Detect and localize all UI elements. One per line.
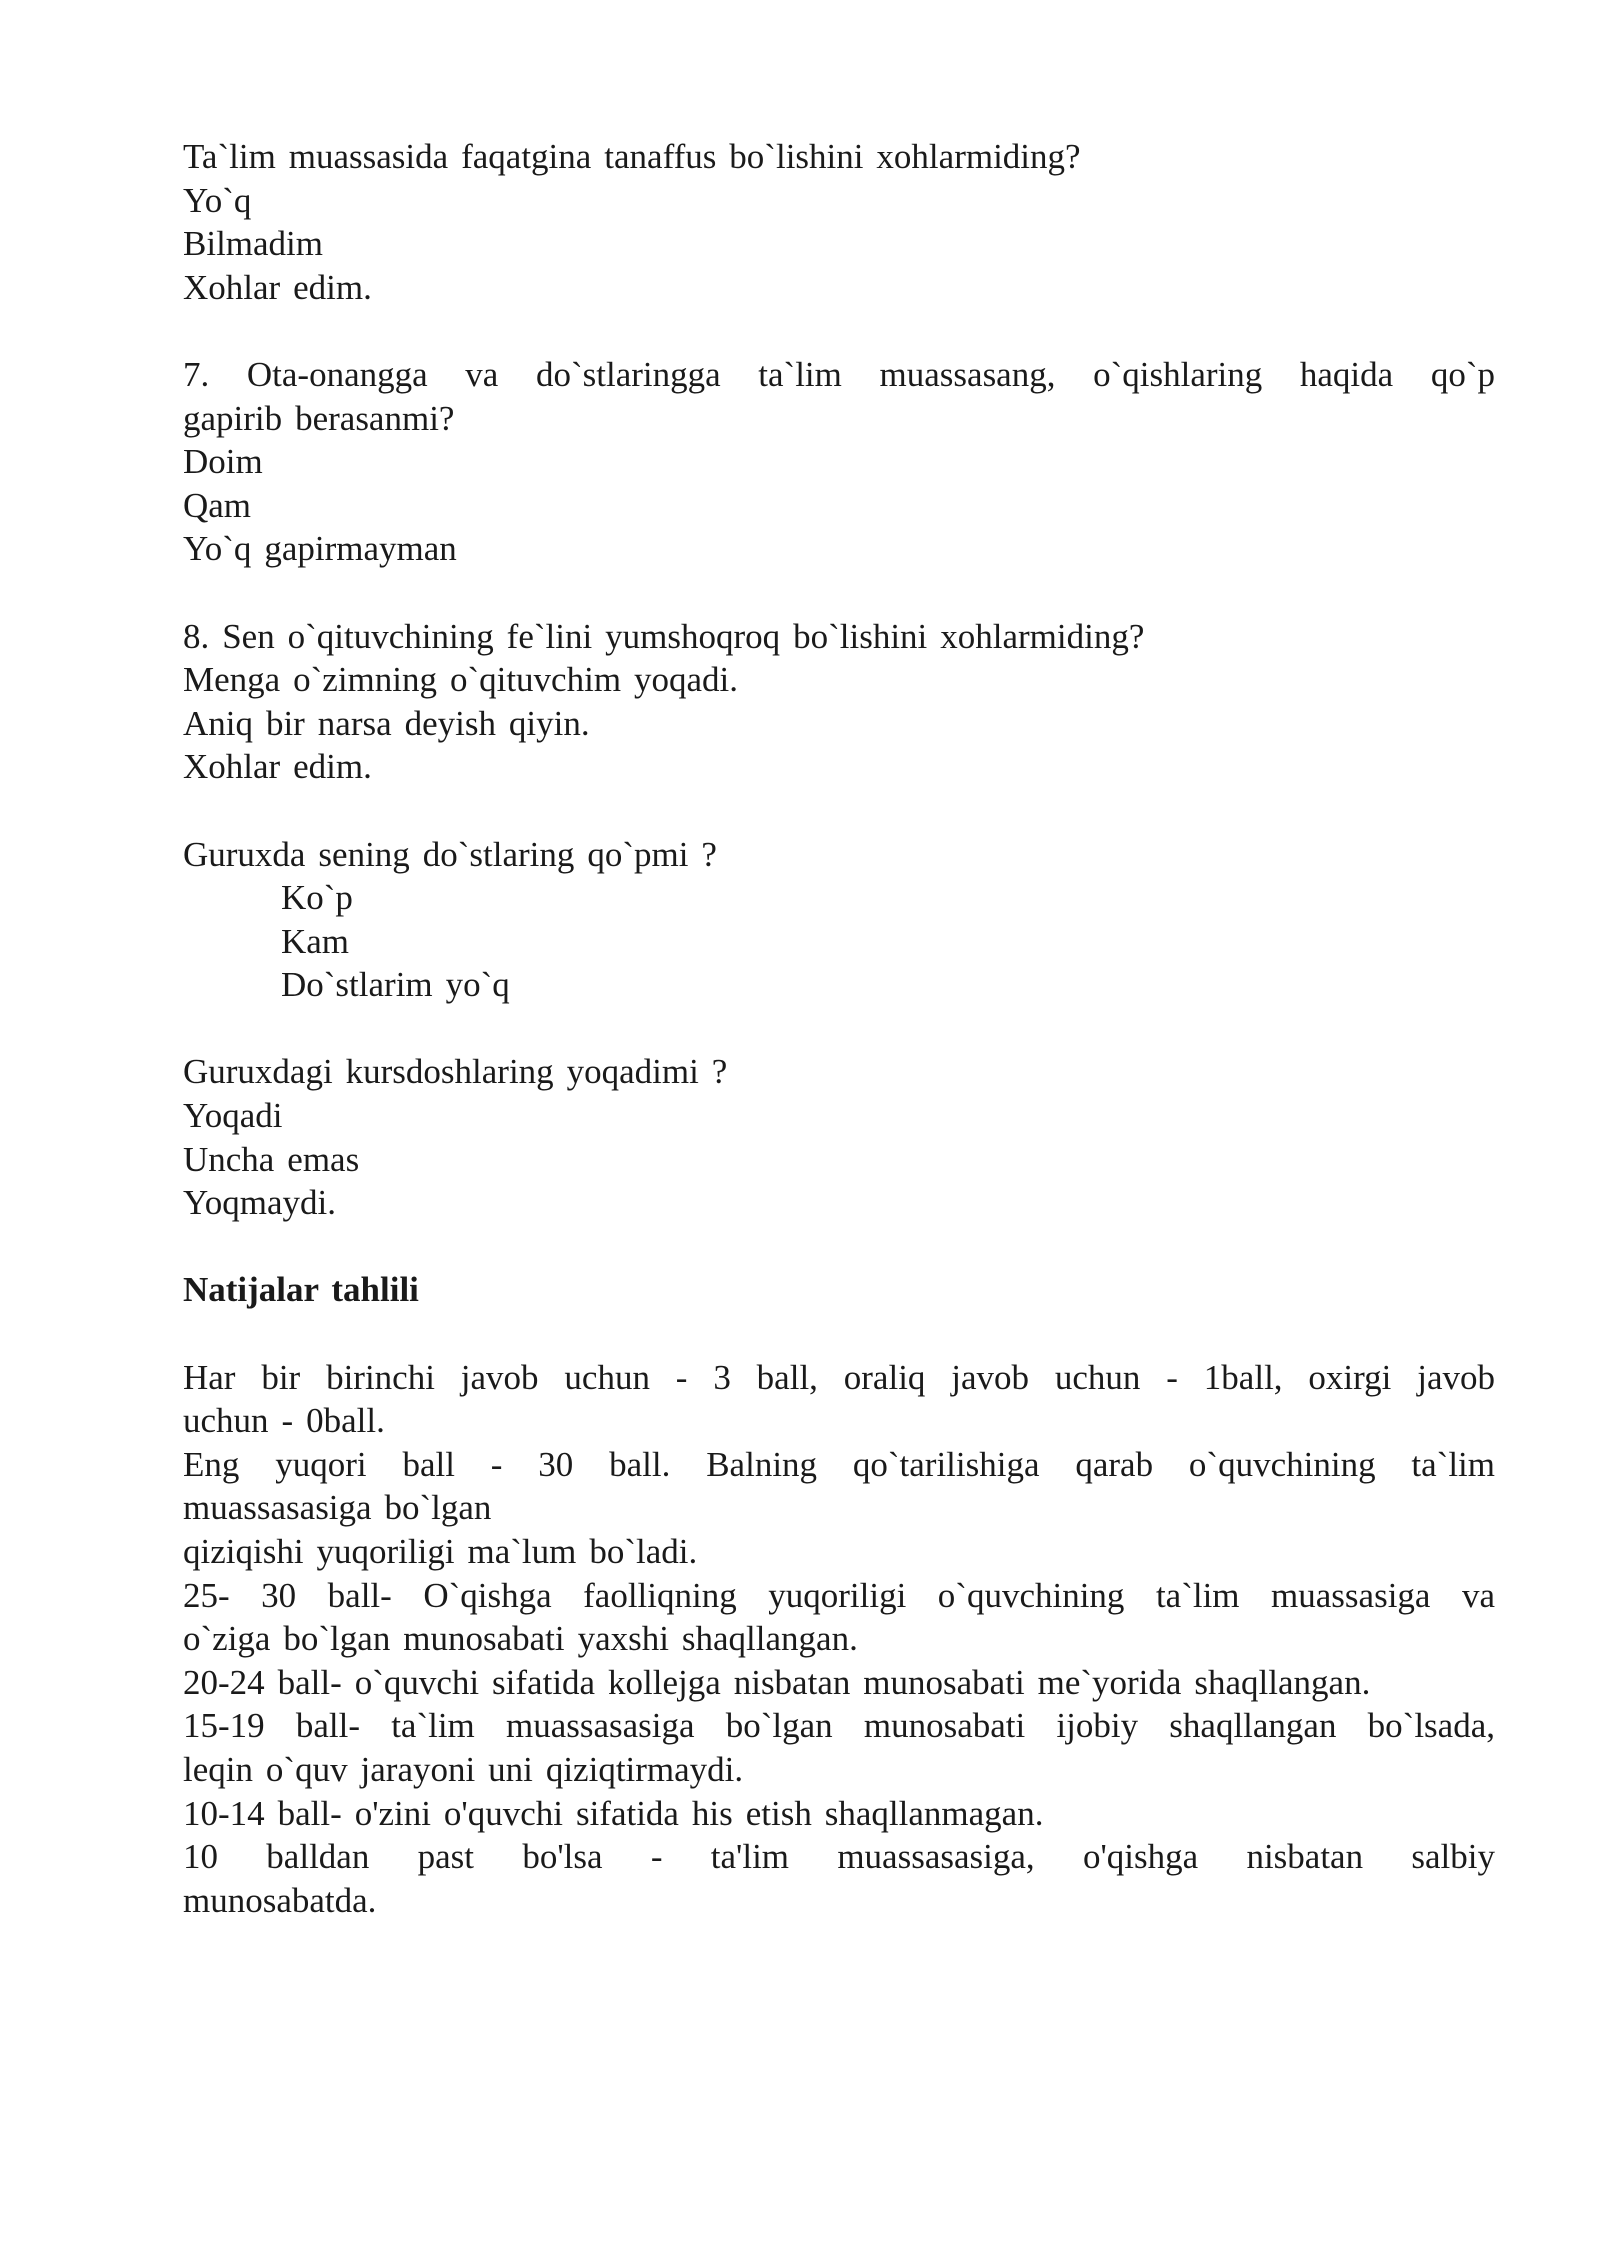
results-line-4: muassasasiga bo`lgan [183, 1488, 492, 1528]
results-line-1: Har bir birinchi javob uchun - 3 ball, oraliq javob uchun - 1ball, oxirgi javob [183, 1357, 1495, 1397]
spacer [183, 1007, 1495, 1051]
results-heading: Natijalar tahlili [183, 1270, 419, 1310]
document-page [183, 135, 1495, 1922]
question-6-option-3: Xohlar edim. [183, 267, 372, 307]
question-10-option-1: Yoqadi [183, 1096, 283, 1136]
results-line-11: 10-14 ball- o'zini o'quvchi sifatida his etish shaqllanmagan. [183, 1793, 1044, 1833]
results-line-9: 15-19 ball- ta`lim muassasasiga bo`lgan munosabati ijobiy shaqllangan bo`lsada, [183, 1706, 1495, 1746]
question-8-option-1: Menga o`zimning o`qituvchim yoqadi. [183, 660, 738, 700]
question-7-option-3: Yo`q gapirmayman [183, 529, 457, 569]
results-line-10: leqin o`quv jarayoni uni qiziqtirmaydi. [183, 1749, 744, 1789]
question-6-option-1: Yo`q [183, 180, 252, 220]
results-line-3: Eng yuqori ball - 30 ball. Balning qo`tarilishiga qarab o`quvchining ta`lim [183, 1444, 1495, 1484]
results-line-6: 25- 30 ball- O`qishga faolliqning yuqoriligi o`quvchining ta`lim muassasiga va [183, 1575, 1495, 1615]
spacer [183, 789, 1495, 833]
spacer [183, 571, 1495, 615]
spacer [183, 309, 1495, 353]
question-6-option-2: Bilmadim [183, 224, 323, 264]
question-10-option-3: Yoqmaydi. [183, 1183, 337, 1223]
spacer [183, 1225, 1495, 1269]
question-9-option-1: Ko`p [281, 878, 353, 918]
question-8-option-2: Aniq bir narsa deyish qiyin. [183, 703, 590, 743]
question-10-text: Guruxdagi kursdoshlaring yoqadimi ? [183, 1052, 728, 1092]
question-9-text: Guruxda sening do`stlaring qo`pmi ? [183, 834, 717, 874]
results-line-12: 10 balldan past bo'lsa - ta'lim muassasasiga, o'qishga nisbatan salbiy [183, 1837, 1495, 1877]
question-6-text: Ta`lim muassasida faqatgina tanaffus bo`lishini xohlarmiding? [183, 137, 1081, 176]
question-8-option-3: Xohlar edim. [183, 747, 372, 787]
question-9-option-2: Kam [281, 921, 350, 961]
question-10-option-2: Uncha emas [183, 1139, 360, 1179]
question-7-option-2: Qam [183, 485, 252, 525]
results-line-7: o`ziga bo`lgan munosabati yaxshi shaqllangan. [183, 1619, 858, 1659]
results-line-13: munosabatda. [183, 1880, 377, 1920]
results-line-2: uchun - 0ball. [183, 1401, 385, 1441]
results-line-8: 20-24 ball- o`quvchi sifatida kollejga nisbatan munosabati me`yorida shaqllangan. [183, 1662, 1371, 1702]
results-line-5: qiziqishi yuqoriligi ma`lum bo`ladi. [183, 1532, 698, 1571]
question-7-option-1: Doim [183, 442, 263, 482]
question-7-text-line-1: 7. Ota-onangga va do`stlaringga ta`lim muassasang, o`qishlaring haqida qo`p [183, 354, 1495, 394]
question-9-option-3: Do`stlarim yo`q [281, 965, 510, 1005]
question-7-text-line-2: gapirib berasanmi? [183, 398, 455, 438]
question-8-text: 8. Sen o`qituvchining fe`lini yumshoqroq bo`lishini xohlarmiding? [183, 616, 1145, 656]
spacer [183, 1312, 1495, 1356]
